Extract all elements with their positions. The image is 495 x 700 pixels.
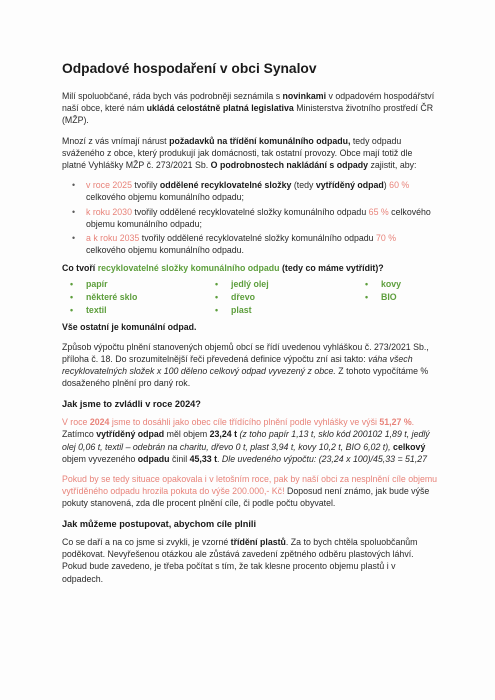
material-label: textil [86,304,107,315]
req-text-2: tedy odpadu sváženého z obce, který produkují jak domácnosti, tak ostatní provozy. Obce mají totiž dle platné Vyhlášky MŽP č. 273/2021 Sb. [62,135,413,171]
rest-text: Vše ostatní je komunální odpad. [62,321,197,332]
target-text: celkového objemu komunálního odpadu. [86,245,244,256]
target-text: ) [383,180,390,191]
req-bold-1: požadavků na třídění komunálního odpadu, [169,135,351,146]
result-pink: jsme to dosáhli jako obec cíle třídícího plnění podle vyhlášky ve výši [109,417,380,428]
calc-text: Způsob výpočtu plnění stanovených objemů obcí se řídí uvedenou vyhláškou č. 273/2021 Sb., příloha č. 18. Do srozumitelnější řeči převedená definice výpočtu zní asi takto: [62,341,429,365]
result-bold: vytříděný odpad [96,429,165,440]
result-bold: 45,33 t [189,453,217,464]
target-text: tvořily [131,180,160,191]
document-content [62,60,438,593]
intro-text-3: Ministerstva životního prostředí ČR (MŽP). [62,103,434,126]
question-green: recyklovatelné složky komunálního odpadu [97,263,280,274]
target-text: (tedy [291,180,316,191]
material-item [62,278,207,291]
how-text: . Za to bych chtěla spoluobčanům poděkovat. Nevyřešenou otázkou ale zůstává zavedení zpětného odběru plastových láhví. Pokud bude zavedeno, je třeba počítat s tím, že tak klesne procento objemu plastů i v odpadech. [62,537,418,584]
intro-paragraph [62,90,438,127]
section-heading-how: Jak můžeme postupovat, abychom cíle plnili [62,518,257,529]
result-pink-bold: 51,27 % [379,417,412,428]
question-bold: co máme vytřídit [305,263,376,274]
rest-statement [62,321,438,333]
bullet-icon: • [72,233,76,244]
requirements-paragraph [62,135,438,172]
req-text-3: zajistit, aby: [368,160,417,171]
calc-italic: váha všech recyklovatelných složek x 100 děleno celkový odpad vyvezený z obce. [62,354,413,377]
materials-grid [62,278,438,317]
result-text: Zatímco [62,429,97,440]
target-text: tvořily oddělené recyklovatelné složky komunálního odpadu [131,206,369,217]
result-text: měl objem [164,429,210,440]
material-item [207,278,357,291]
bullet-icon: • [70,278,74,289]
target-percent: 60 % [389,180,410,191]
material-label: jedlý olej [231,278,269,289]
material-item [207,304,357,317]
material-label: plast [231,304,252,315]
penalty-text: Doposud není známo, jak bude výše pokuty stanovená, zda dle procent plnění cíle, či podle počtu obyvatel. [62,486,430,509]
section-heading-2024: Jak jsme to zvládli v roce 2024? [62,398,201,409]
result-text: objem vyvezeného [62,453,138,464]
bullet-icon: • [70,304,74,315]
how-paragraph [62,536,438,585]
material-item [357,291,437,304]
result-text: činil [169,453,190,464]
page-title: Odpadové hospodaření v obci Synalov [62,61,317,76]
material-label: dřevo [231,291,255,302]
intro-text-2: v odpadovém hospodářství naší obce, které nám [62,91,435,114]
target-text: celkového objemu komunálního odpadu; [86,206,431,229]
calculation-paragraph [62,341,438,390]
how-bold: třídění plastů [230,537,286,548]
bullet-icon: • [215,278,219,289]
penalty-pink: Pokud by se tedy situace opakovala i v letošním roce, pak by naší obci za nesplnění cíle objemu vytříděného odpadu hrozila pokuta do výše 200.000,- Kč! [62,473,438,497]
material-label: kovy [381,278,402,289]
bullet-icon: • [215,291,219,302]
req-text-1: Mnozí z vás vnímají nárust [62,135,170,146]
material-item [207,291,357,304]
target-year: a k roku 2035 [86,233,140,244]
target-bold: oddělené recyklovatelné složky [159,180,292,191]
req-bold-2: O podrobnostech nakládání s odpady [210,160,369,171]
bullet-icon: • [215,304,219,315]
material-item [62,304,207,317]
target-percent: 70 % [376,233,397,244]
question-text: Co tvoří [62,263,98,274]
result-bold: 23,24 t [209,429,238,440]
recyclables-question [62,262,438,274]
target-percent: 65 % [368,206,389,217]
material-label: některé sklo [86,291,138,302]
result-text: . [217,453,222,464]
result-pink: . [411,417,415,428]
results-2024-paragraph [62,416,438,465]
penalty-paragraph [62,473,438,510]
intro-bold-2: ukládá celostátně platná legislativa [146,103,294,114]
material-label: BIO [381,291,397,302]
list-item [62,232,438,256]
target-bold: vytříděný odpad [315,180,384,191]
list-item [62,206,438,230]
material-item [62,291,207,304]
bullet-icon: • [365,278,369,289]
result-italic: (z toho papír 1,13 t, sklo kód 200102 1,89 t, jedlý olej 0,06 t, textil – odebrán na charitu, dřevo 0 t, plast 3,94 t, kovy 10,2 t, BIO 6,02 t), [62,429,430,452]
intro-bold-1: novinkami [282,91,327,101]
intro-text-1: Milí spoluobčané, ráda bych vás podrobněji seznámila s [62,91,283,101]
target-year: v roce 2025 [86,180,132,191]
material-label: papír [86,278,108,289]
result-italic: Dle uvedeného výpočtu: (23,24 x 100)/45,33 = 51,27 [221,453,428,464]
result-bold: celkový [390,441,426,452]
result-pink-bold: 2024 [89,417,110,428]
result-pink: V roce [62,417,90,428]
result-bold: odpadu [137,453,170,464]
target-text: celkového objemu komunálního odpadu; [86,192,244,203]
material-item [357,278,437,291]
bullet-icon: • [70,291,74,302]
targets-list [62,179,438,256]
target-text: tvořily oddělené recyklovatelné složky komunálního odpadu [139,233,376,244]
bullet-icon: • [72,206,76,217]
question-text: )? [375,263,384,274]
target-year: k roku 2030 [86,206,132,217]
bullet-icon: • [72,180,76,191]
bullet-icon: • [365,291,369,302]
how-text: Co se daří a na co jsme si zvykli, je vzorné [62,537,231,548]
question-text: (tedy [279,263,306,274]
list-item [62,179,438,203]
calc-text: Z tohoto vypočítáme % dosaženého plnění pro daný rok. [62,366,429,389]
